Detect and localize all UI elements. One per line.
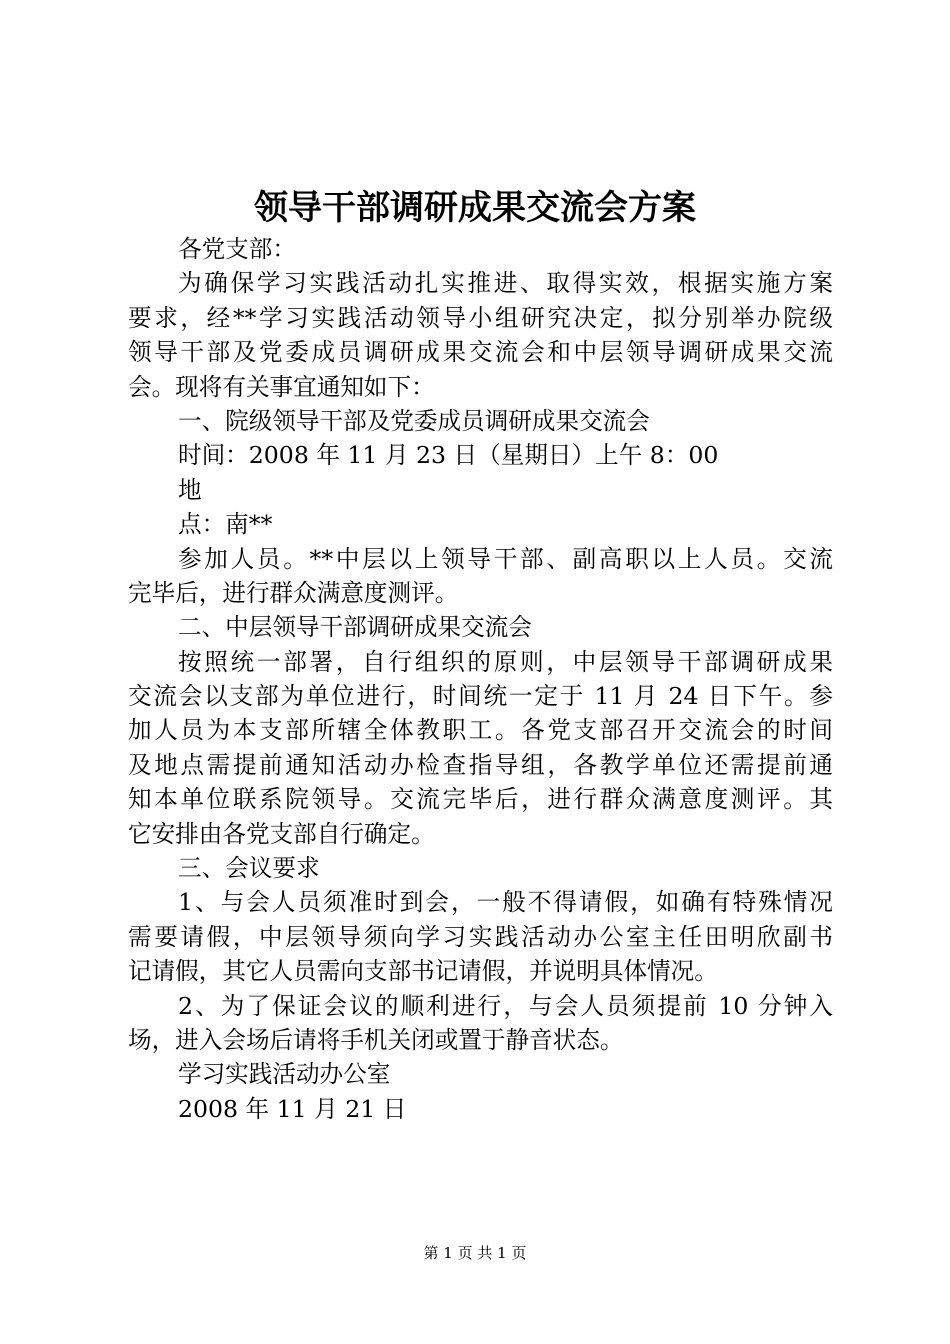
paragraph-line: 场，进入会场后请将手机关闭或置于静音状态。 xyxy=(128,1025,624,1054)
document-title: 领导干部调研成果交流会方案 xyxy=(254,188,696,228)
paragraph-line: 参加人员。**中层以上领导干部、副高职以上人员。交流 xyxy=(178,544,833,573)
paragraph-line: 要求，经**学习实践活动领导小组研究决定，拟分别举办院级 xyxy=(128,303,833,332)
paragraph-line: 领导干部及党委成员调研成果交流会和中层领导调研成果交流 xyxy=(128,338,833,367)
paragraph-line: 完毕后，进行群众满意度测评。 xyxy=(128,578,459,607)
paragraph-line: 会。现将有关事宜通知如下： xyxy=(128,372,435,401)
paragraph-line: 知本单位联系院领导。交流完毕后，进行群众满意度测评。其 xyxy=(128,785,833,814)
meeting-time-line: 时间：2008 年 11 月 23 日（星期日）上午 8：00 xyxy=(178,441,719,470)
section-heading-3: 三、会议要求 xyxy=(178,854,320,883)
section-heading-2: 二、中层领导干部调研成果交流会 xyxy=(178,613,532,642)
paragraph-line: 按照统一部署，自行组织的原则，中层领导干部调研成果 xyxy=(178,647,833,676)
salutation-line: 各党支部： xyxy=(178,235,296,263)
signature-date: 2008 年 11 月 21 日 xyxy=(178,1094,407,1123)
meeting-place-line: 点：南** xyxy=(178,510,273,539)
paragraph-line: 2、为了保证会议的顺利进行，与会人员须提前 10 分钟入 xyxy=(178,991,833,1020)
signature-office: 学习实践活动办公室 xyxy=(178,1060,391,1089)
paragraph-line: 1、与会人员须准时到会，一般不得请假，如确有特殊情况 xyxy=(178,888,833,917)
meeting-place-label: 地 xyxy=(178,475,202,504)
document-body xyxy=(128,232,833,1126)
paragraph-line: 为确保学习实践活动扎实推进、取得实效，根据实施方案 xyxy=(178,269,833,298)
paragraph-line: 加人员为本支部所辖全体教职工。各党支部召开交流会的时间 xyxy=(128,716,833,745)
paragraph-line: 需要请假，中层领导须向学习实践活动办公室主任田明欣副书 xyxy=(128,922,833,951)
section-heading-1: 一、院级领导干部及党委成员调研成果交流会 xyxy=(178,406,650,435)
paragraph-line: 它安排由各党支部自行确定。 xyxy=(128,819,435,848)
paragraph-line: 记请假，其它人员需向支部书记请假，并说明具体情况。 xyxy=(128,957,718,986)
paragraph-line: 及地点需提前通知活动办检查指导组，各教学单位还需提前通 xyxy=(128,750,833,779)
paragraph-line: 交流会以支部为单位进行，时间统一定于 11 月 24 日下午。参 xyxy=(128,682,833,711)
page-number-footer: 第 1 页 共 1 页 xyxy=(423,1244,527,1262)
